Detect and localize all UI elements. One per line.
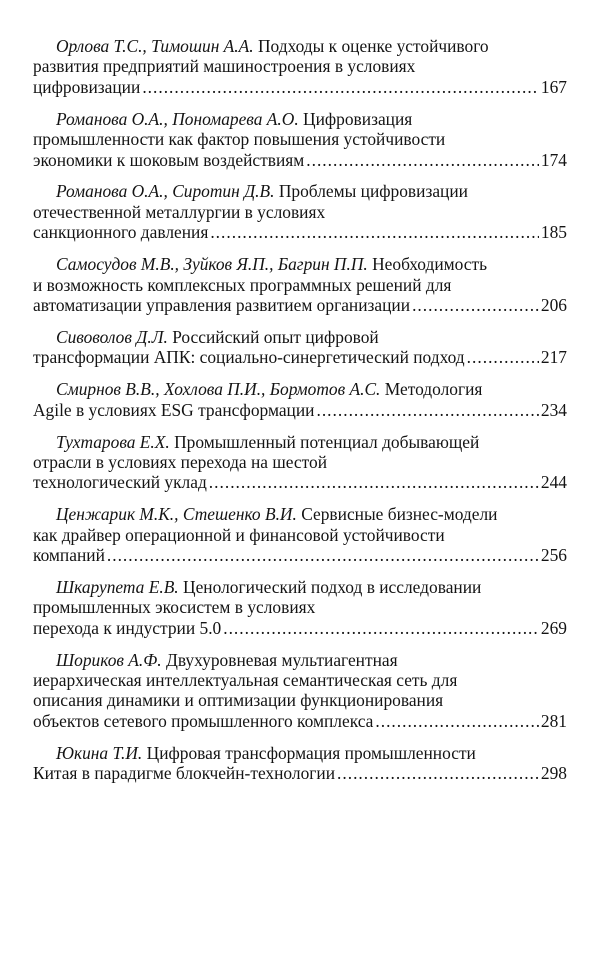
dot-leader [467, 347, 539, 367]
toc-title-text: Российский опыт цифровой [172, 326, 379, 347]
toc-line [33, 77, 567, 97]
toc-title-text: санкционного давления [33, 222, 209, 243]
toc-title-text: перехода к индустрии 5.0 [33, 617, 222, 638]
toc-line [33, 711, 567, 731]
toc-line [33, 743, 567, 763]
toc-title-text: Ценологический подход в исследовании [183, 576, 482, 597]
toc-authors: Шкарупета Е.В. [56, 576, 179, 597]
toc-title-text: трансформации АПК: социально-синергетический подход [33, 347, 465, 368]
toc-line: развития предприятий машиностроения в условиях [33, 56, 416, 77]
toc-line [33, 650, 567, 670]
toc-line [33, 432, 567, 452]
toc-line: промышленных экосистем в условиях [33, 597, 316, 618]
dot-leader [107, 545, 539, 565]
page-number: 244 [540, 472, 567, 493]
toc-entry[interactable] [33, 650, 567, 732]
toc-title-text: Промышленный потенциал добывающей [174, 431, 480, 452]
dot-leader [209, 472, 539, 492]
toc-line [33, 109, 567, 129]
dot-leader [316, 400, 538, 420]
toc-line [33, 347, 567, 367]
toc-line [33, 36, 567, 56]
toc-title-text: Цифровая трансформация промышленности [146, 742, 476, 763]
toc-line: и возможность комплексных программных решений для [33, 274, 452, 295]
toc-title-text: Проблемы цифровизации [278, 181, 468, 202]
toc-authors: Смирнов В.В., Хохлова П.И., Бормотов А.С. [56, 379, 381, 400]
toc-title-text: Методология [384, 379, 483, 400]
toc-title-text: Agile в условиях ESG трансформации [33, 399, 315, 420]
toc-line [33, 618, 567, 638]
toc-entry[interactable] [33, 379, 567, 420]
page-number: 206 [540, 294, 567, 315]
toc-title-text: компаний [33, 545, 105, 566]
toc-entry[interactable] [33, 181, 567, 242]
toc-title-text: Цифровизация [303, 108, 413, 129]
toc-line [33, 400, 567, 420]
toc-title-text: объектов сетевого промышленного комплекса [33, 710, 374, 731]
toc-title-text: Необходимость [372, 254, 488, 275]
toc-line [33, 577, 567, 597]
toc-title-text: технологический уклад [33, 472, 207, 493]
toc-authors: Тухтарова Е.Х. [56, 431, 170, 452]
toc-authors: Самосудов М.В., Зуйков Я.П., Багрин П.П. [56, 254, 368, 275]
toc-line [33, 254, 567, 274]
toc-authors: Орлова Т.С., Тимошин А.А. [56, 36, 254, 56]
toc-line: отрасли в условиях перехода на шестой [33, 451, 328, 472]
toc-line [33, 545, 567, 565]
toc-entry[interactable] [33, 432, 567, 493]
toc-line: как драйвер операционной и финансовой устойчивости [33, 524, 445, 545]
toc-line [33, 504, 567, 524]
toc-entry[interactable] [33, 577, 567, 638]
page-number: 269 [540, 617, 567, 638]
page-number: 217 [540, 347, 567, 368]
toc-line [33, 150, 567, 170]
page-number: 281 [540, 710, 567, 731]
toc-entry[interactable] [33, 743, 567, 784]
toc-line [33, 327, 567, 347]
toc-entry[interactable] [33, 327, 567, 368]
page-number: 174 [540, 149, 567, 170]
toc-line [33, 379, 567, 399]
toc-line: отечественной металлургии в условиях [33, 201, 326, 222]
toc-authors: Романова О.А., Сиротин Д.В. [56, 181, 275, 202]
toc-entry[interactable] [33, 504, 567, 565]
toc-line [33, 472, 567, 492]
toc-line [33, 763, 567, 783]
dot-leader [142, 77, 539, 97]
dot-leader [337, 763, 539, 783]
toc-entry[interactable] [33, 254, 567, 315]
toc-line: иерархическая интеллектуальная семантическая сеть для [33, 670, 458, 691]
toc-title-text: экономики к шоковым воздействиям [33, 149, 305, 170]
toc-line: описания динамики и оптимизации функционирования [33, 690, 444, 711]
toc-title-text: Подходы к оценке устойчивого [257, 36, 489, 56]
toc-entry[interactable] [33, 109, 567, 170]
toc-authors: Сивоволов Д.Л. [56, 326, 168, 347]
toc-entry[interactable] [33, 36, 567, 97]
page-number: 185 [540, 222, 567, 243]
dot-leader [223, 618, 539, 638]
dot-leader [306, 150, 539, 170]
page-number: 298 [540, 763, 567, 784]
dot-leader [210, 222, 539, 242]
toc-title-text: Сервисные бизнес-модели [301, 504, 498, 525]
toc-title-text: цифровизации [33, 76, 141, 97]
toc-line: промышленности как фактор повышения устойчивости [33, 129, 446, 150]
page-number: 256 [540, 545, 567, 566]
table-of-contents [33, 36, 567, 795]
toc-line [33, 295, 567, 315]
page-number: 234 [540, 399, 567, 420]
toc-line [33, 222, 567, 242]
dot-leader [375, 711, 539, 731]
toc-authors: Романова О.А., Пономарева А.О. [56, 108, 299, 129]
page-number: 167 [540, 76, 567, 97]
toc-title-text: автоматизации управления развитием организации [33, 294, 411, 315]
toc-line [33, 181, 567, 201]
dot-leader [412, 295, 539, 315]
toc-authors: Юкина Т.И. [56, 742, 143, 763]
toc-authors: Ценжарик М.К., Стешенко В.И. [56, 504, 297, 525]
toc-title-text: Двухуровневая мультиагентная [165, 649, 398, 670]
toc-title-text: Китая в парадигме блокчейн-технологии [33, 763, 336, 784]
toc-authors: Шориков А.Ф. [56, 649, 162, 670]
